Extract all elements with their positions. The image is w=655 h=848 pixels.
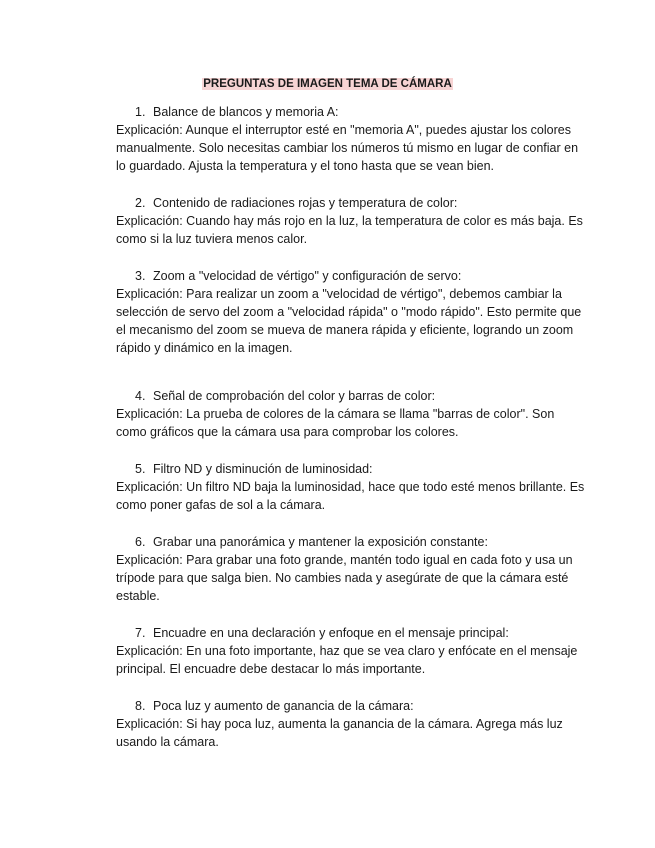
explanation-text: Explicación: Para grabar una foto grande, mantén todo igual en cada foto y usa un trípode para que salga bien. No cambies nada y asegúrate de que la cámara esté estable. xyxy=(116,553,573,603)
question-number: 8. xyxy=(135,699,146,713)
list-item xyxy=(116,697,586,751)
question-text: Contenido de radiaciones rojas y temperatura de color: xyxy=(153,196,458,210)
question-text: Encuadre en una declaración y enfoque en el mensaje principal: xyxy=(153,626,509,640)
explanation-text: Explicación: Aunque el interruptor esté en "memoria A", puedes ajustar los colores manualmente. Solo necesitas cambiar los números tú mismo en lugar de confiar en lo guardado. Ajusta la temperatura y el tono hasta que se vean bien. xyxy=(116,123,579,173)
list-item xyxy=(116,624,586,678)
explanation-text: Explicación: En una foto importante, haz que se vea claro y enfócate en el mensaje principal. El encuadre debe destacar lo más importante. xyxy=(116,644,578,676)
question xyxy=(116,194,586,212)
question-text: Poca luz y aumento de ganancia de la cámara: xyxy=(153,699,414,713)
question-text: Filtro ND y disminución de luminosidad: xyxy=(153,462,373,476)
list-item xyxy=(116,533,586,605)
question xyxy=(116,103,586,121)
list-item xyxy=(116,460,586,514)
explanation-text: Explicación: Para realizar un zoom a "velocidad de vértigo", debemos cambiar la selección de servo del zoom a "velocidad rápida" o "modo rápido". Esto permite que el mecanismo del zoom se mueva de manera rápida y eficiente, logrando un zoom rápido y dinámico en la imagen. xyxy=(116,287,582,355)
question-text: Grabar una panorámica y mantener la exposición constante: xyxy=(153,535,488,549)
explanation-text: Explicación: Si hay poca luz, aumenta la ganancia de la cámara. Agrega más luz usando la cámara. xyxy=(116,717,563,749)
list-item xyxy=(116,103,586,175)
question-number: 4. xyxy=(135,389,146,403)
question-number: 7. xyxy=(135,626,146,640)
question xyxy=(116,624,586,642)
question-list xyxy=(116,103,586,751)
question-text: Señal de comprobación del color y barras de color: xyxy=(153,389,436,403)
explanation-text: Explicación: La prueba de colores de la cámara se llama "barras de color". Son como gráficos que la cámara usa para comprobar los colores. xyxy=(116,407,555,439)
question-text: Balance de blancos y memoria A: xyxy=(153,105,339,119)
question xyxy=(116,267,586,285)
page-title-text: PREGUNTAS DE IMAGEN TEMA DE CÁMARA xyxy=(203,78,452,90)
explanation-text: Explicación: Un filtro ND baja la luminosidad, hace que todo esté menos brillante. Es como poner gafas de sol a la cámara. xyxy=(116,480,585,512)
question-number: 6. xyxy=(135,535,146,549)
explanation-text: Explicación: Cuando hay más rojo en la luz, la temperatura de color es más baja. Es como si la luz tuviera menos calor. xyxy=(116,214,583,246)
question xyxy=(116,460,586,478)
question xyxy=(116,533,586,551)
question-number: 2. xyxy=(135,196,146,210)
question-number: 5. xyxy=(135,462,146,476)
question xyxy=(116,387,586,405)
question-number: 1. xyxy=(135,105,146,119)
question-number: 3. xyxy=(135,269,146,283)
list-item xyxy=(116,194,586,248)
page-title xyxy=(0,76,655,92)
list-item xyxy=(116,387,586,441)
question-text: Zoom a "velocidad de vértigo" y configuración de servo: xyxy=(153,269,462,283)
list-item xyxy=(116,267,586,357)
question xyxy=(116,697,586,715)
